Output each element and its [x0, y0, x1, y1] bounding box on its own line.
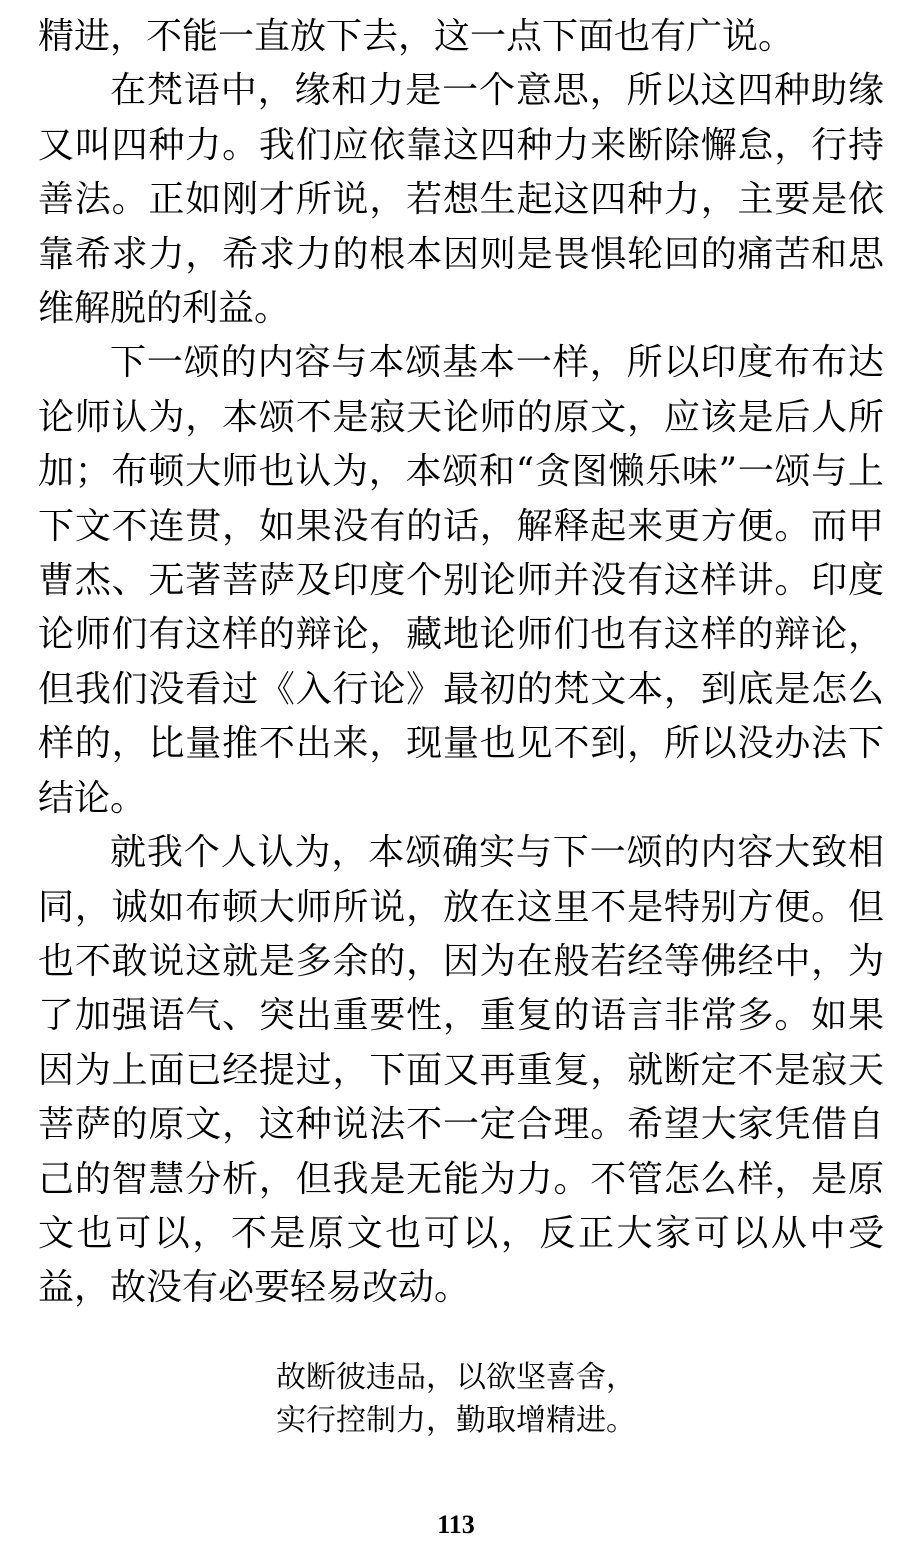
- paragraph-continuation: 精进，不能一直放下去，这一点下面也有广说。: [38, 16, 795, 57]
- paragraph-personal-view: 就我个人认为，本颂确实与下一颂的内容大致相同，诚如布顿大师所说，放在这里不是特别方便。但也不敢说这就是多余的，因为在般若经等佛经中，为了加强语气、突出重要性，重复的语言非常多。如果因为上面已经提过，下面又再重复，就断定不是寂天菩萨的原文，这种说法不一定合理。希望大家凭借自己的智慧分析，但我是无能为力。不管怎么样，是原文也可以，不是原文也可以，反正大家可以从中受益，故没有必要轻易改动。: [38, 832, 884, 1309]
- page-number: 113: [437, 1510, 475, 1539]
- paragraph-authenticity-debate: 下一颂的内容与本颂基本一样，所以印度布布达论师认为，本颂不是寂天论师的原文，应该是后人所加；布顿大师也认为，本颂和“贪图懒乐味”一颂与上下文不连贯，如果没有的话，解释起来更方便。而甲曹杰、无著菩萨及印度个别论师并没有这样讲。印度论师们有这样的辩论，藏地论师们也有这样的辩论，但我们没看过《入行论》最初的梵文本，到底是怎么样的，比量推不出来，现量也见不到，所以没办法下结论。: [38, 342, 884, 819]
- paragraph-four-forces: 在梵语中，缘和力是一个意思，所以这四种助缘又叫四种力。我们应依靠这四种力来断除懈怠，行持善法。正如刚才所说，若想生起这四种力，主要是依靠希求力，希求力的根本因则是畏惧轮回的痛苦和思维解脱的利益。: [38, 70, 884, 330]
- verse-line-1: 故断彼违品，以欲坚喜舍，: [276, 1360, 636, 1395]
- commentary-body: [38, 10, 884, 1316]
- root-verse: [0, 1356, 912, 1442]
- verse-line-2: 实行控制力，勤取增精进。: [276, 1403, 636, 1438]
